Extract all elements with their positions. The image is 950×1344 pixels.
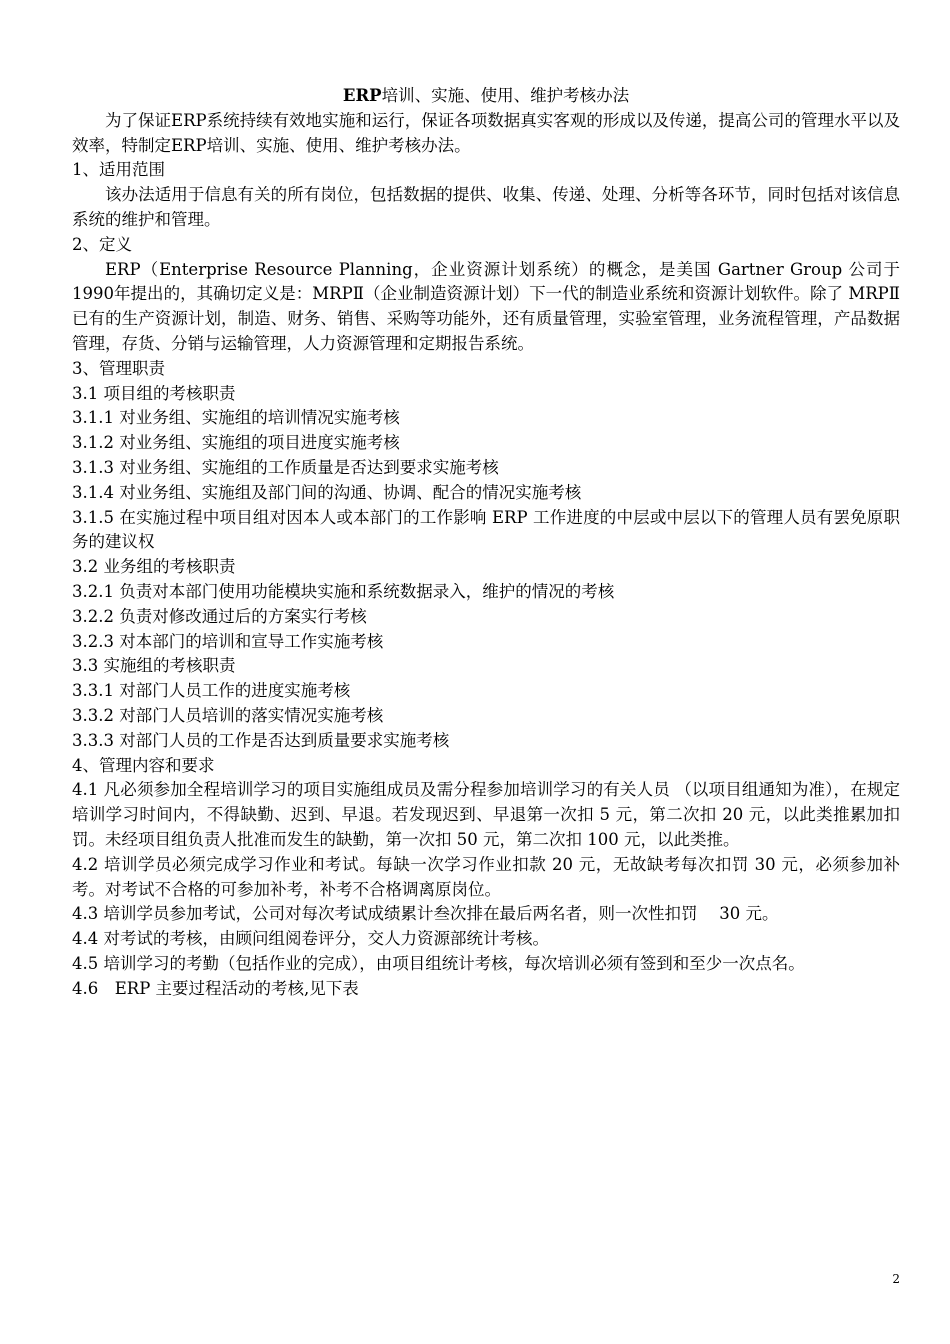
section-4-6: 4.6 ERP 主要过程活动的考核,见下表 [72, 978, 359, 998]
section-3-3-1: 3.3.1 对部门人员工作的进度实施考核 [72, 681, 351, 701]
section-3-2-1: 3.2.1 负责对本部门使用功能模块实施和系统数据录入，维护的情况的考核 [72, 581, 615, 601]
section-3-1-4: 3.1.4 对业务组、实施组及部门间的沟通、协调、配合的情况实施考核 [72, 482, 582, 502]
section-2-body: ERP（Enterprise Resource Planning，企业资源计划系统）的概念，是美国 Gartner Group 公司于1990年提出的，其确切定义是：MRPⅡ（企业制造资源计划）下一代的制造业系统和资源计划软件。除了 MRPⅡ已有的生产资源计划，制造、财务、销售、采购等功能外，还有质量管理，实验室管理，业务流程管理，产品数据管理，存货、分销与运输管理，人力资源管理和定期报告系统。 [72, 259, 900, 353]
section-2-heading: 2、定义 [72, 234, 132, 254]
intro-paragraph: 为了保证ERP系统持续有效地实施和运行，保证各项数据真实客观的形成以及传递，提高公司的管理水平以及效率，特制定ERP培训、实施、使用、维护考核办法。 [72, 110, 900, 155]
section-4-2: 4.2 培训学员必须完成学习作业和考试。每缺一次学习作业扣款 20 元，无故缺考每次扣罚 30 元，必须参加补考。对考试不合格的可参加补考，补考不合格调离原岗位。 [72, 854, 900, 899]
section-4-5: 4.5 培训学习的考勤（包括作业的完成），由项目组统计考核，每次培训必须有签到和至少一次点名。 [72, 953, 805, 973]
section-1-body: 该办法适用于信息有关的所有岗位，包括数据的提供、收集、传递、处理、分析等各环节，同时包括对该信息系统的维护和管理。 [72, 185, 900, 229]
section-1-heading: 1、适用范围 [72, 160, 165, 180]
section-3-3-3: 3.3.3 对部门人员的工作是否达到质量要求实施考核 [72, 730, 450, 750]
section-3-2-2: 3.2.2 负责对修改通过后的方案实行考核 [72, 606, 367, 626]
section-3-1: 3.1 项目组的考核职责 [72, 383, 236, 403]
section-3-1-3: 3.1.3 对业务组、实施组的工作质量是否达到要求实施考核 [72, 457, 499, 477]
section-4-3: 4.3 培训学员参加考试，公司对每次考试成绩累计叁次排在最后两名者，则一次性扣罚 30 元。 [72, 904, 779, 924]
section-4-4: 4.4 对考试的考核，由顾问组阅卷评分，交人力资源部统计考核。 [72, 929, 549, 949]
section-3-1-2: 3.1.2 对业务组、实施组的项目进度实施考核 [72, 433, 400, 453]
document-page [72, 84, 900, 1001]
section-4-heading: 4、管理内容和要求 [72, 755, 215, 775]
section-3-3-2: 3.3.2 对部门人员培训的落实情况实施考核 [72, 705, 384, 725]
page-number: 2 [892, 1272, 900, 1286]
title-rest: 培训、实施、使用、维护考核办法 [381, 86, 630, 105]
section-3-1-5: 3.1.5 在实施过程中项目组对因本人或本部门的工作影响 ERP 工作进度的中层或中层以下的管理人员有罢免原职务的建议权 [72, 507, 900, 552]
section-4-1: 4.1 凡必须参加全程培训学习的项目实施组成员及需分程参加培训学习的有关人员 （以项目组通知为准），在规定培训学习时间内，不得缺勤、迟到、早退。若发现迟到、早退第一次扣 5 元，第二次扣 20 元，以此类推累加扣罚。未经项目组负责人批准而发生的缺勤，第一次扣 50 元，第二次扣 100 元，以此类推。 [72, 780, 900, 849]
section-3-1-1: 3.1.1 对业务组、实施组的培训情况实施考核 [72, 408, 400, 428]
title-bold: ERP [342, 86, 382, 105]
section-3-heading: 3、管理职责 [72, 358, 165, 378]
section-3-3: 3.3 实施组的考核职责 [72, 656, 236, 676]
section-3-2: 3.2 业务组的考核职责 [72, 557, 236, 577]
document-title [72, 84, 900, 109]
section-3-2-3: 3.2.3 对本部门的培训和宣导工作实施考核 [72, 631, 384, 651]
